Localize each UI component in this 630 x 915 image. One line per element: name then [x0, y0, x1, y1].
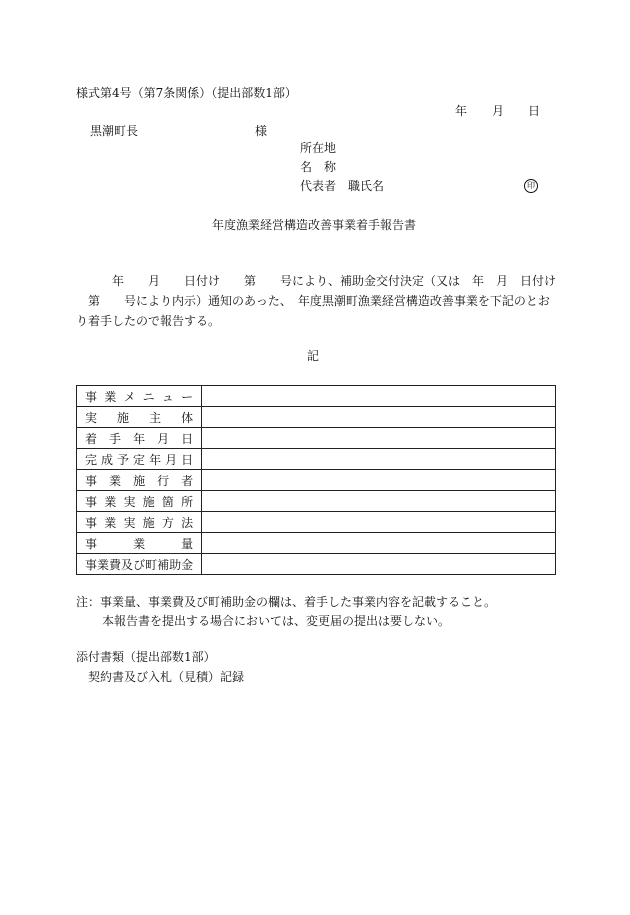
- row-value[interactable]: [202, 386, 556, 407]
- row-label-text: 事 業 実 施 方 法: [85, 515, 194, 530]
- table-row: [77, 407, 556, 428]
- table-row: [77, 428, 556, 449]
- table-row: [77, 554, 556, 575]
- table-row: [77, 470, 556, 491]
- row-value[interactable]: [202, 428, 556, 449]
- attachments-heading: 添付書類（提出部数1部）: [76, 650, 216, 664]
- note-line-2: 本報告書を提出する場合においては、変更届の提出は要しない。: [102, 614, 451, 628]
- table-row: [77, 386, 556, 407]
- table-row: [77, 491, 556, 512]
- date-year: 年: [455, 104, 468, 118]
- row-label-text: 事 業 実 施 箇 所: [85, 494, 194, 509]
- row-value[interactable]: [202, 533, 556, 554]
- row-label: [77, 512, 202, 533]
- row-label: [77, 449, 202, 470]
- row-value[interactable]: [202, 470, 556, 491]
- date-month: 月: [492, 104, 505, 118]
- row-label-text: 完 成 予 定 年 月 日: [85, 452, 194, 467]
- document-title: 年度漁業経営構造改善事業着手報告書: [212, 218, 417, 232]
- row-label: [77, 491, 202, 512]
- row-value[interactable]: [202, 512, 556, 533]
- row-label-text: 着 手 年 月 日: [85, 431, 194, 446]
- ki-heading: 記: [307, 349, 320, 363]
- row-label: [77, 470, 202, 491]
- row-label-text: 事 業 費 及 び 町 補 助 金: [85, 557, 194, 572]
- seal-mark: 印: [524, 179, 538, 193]
- body-line-1: 年 月 日付け 第 号により、補助金交付決定（又は 年 月 日付け: [112, 274, 557, 288]
- body-line-3: り着手したので報告する。: [76, 314, 221, 328]
- row-value[interactable]: [202, 554, 556, 575]
- row-label: [77, 428, 202, 449]
- addressee-name: 黒潮町長: [90, 124, 139, 138]
- note-line-1: 注：事業量、事業費及び町補助金の欄は、着手した事業内容を記載すること。: [76, 595, 497, 609]
- representative-label: 代表者 職氏名: [300, 179, 385, 193]
- row-label-text: 実 施 主 体: [85, 410, 194, 425]
- row-value[interactable]: [202, 407, 556, 428]
- form-number: 様式第4号（第7条関係）（提出部数1部）: [76, 86, 297, 100]
- row-label-text: 事 業 施 行 者: [85, 473, 194, 488]
- row-label-text: 事 業 量: [85, 536, 194, 551]
- row-label: [77, 554, 202, 575]
- row-value[interactable]: [202, 449, 556, 470]
- date-day: 日: [528, 104, 541, 118]
- addressee-honorific: 様: [255, 124, 268, 138]
- table-row: [77, 533, 556, 554]
- body-line-2: 第 号により内示）通知のあった、 年度黒潮町漁業経営構造改善事業を下記のとお: [88, 294, 550, 308]
- name-label: 名 称: [300, 160, 337, 174]
- table-row: [77, 449, 556, 470]
- row-label-text: 事 業 メ ニ ュ ー: [85, 389, 194, 404]
- attachments-item: 契約書及び入札（見積）記録: [88, 670, 245, 684]
- row-label: [77, 407, 202, 428]
- row-value[interactable]: [202, 491, 556, 512]
- row-label: [77, 386, 202, 407]
- address-label: 所在地: [300, 141, 337, 155]
- report-table: [76, 385, 556, 575]
- table-row: [77, 512, 556, 533]
- row-label: [77, 533, 202, 554]
